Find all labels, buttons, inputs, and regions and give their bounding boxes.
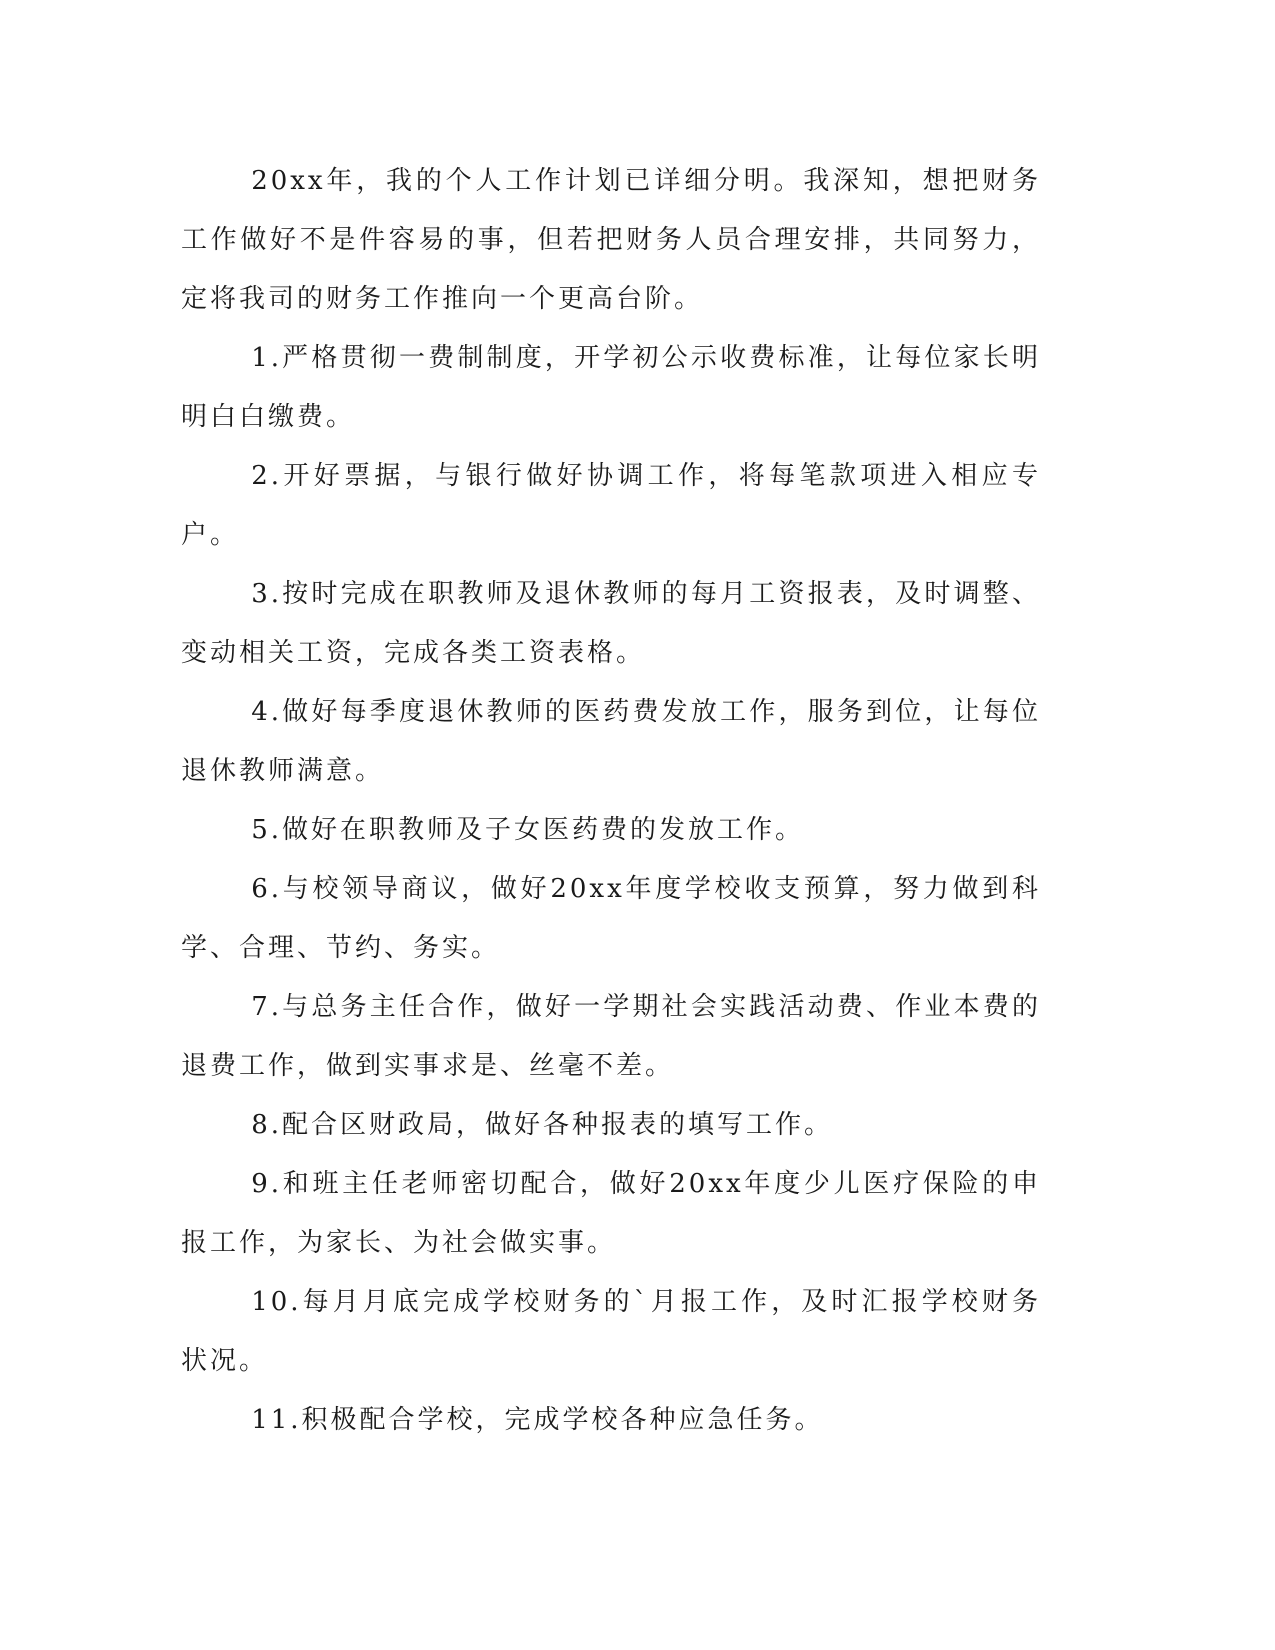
intro-paragraph: 20xx年，我的个人工作计划已详细分明。我深知，想把财务工作做好不是件容易的事，但若把财务人员合理安排，共同努力，定将我司的财务工作推向一个更高台阶。 <box>181 166 1041 314</box>
list-item-1: 1.严格贯彻一费制制度，开学初公示收费标准，让每位家长明明白白缴费。 <box>181 343 1041 432</box>
list-item-3: 3.按时完成在职教师及退休教师的每月工资报表，及时调整、变动相关工资，完成各类工资表格。 <box>181 579 1041 668</box>
list-item-6: 6.与校领导商议，做好20xx年度学校收支预算，努力做到科学、合理、节约、务实。 <box>181 874 1041 963</box>
document-body <box>181 152 1041 1450</box>
list-item-9: 9.和班主任老师密切配合，做好20xx年度少儿医疗保险的申报工作，为家长、为社会做实事。 <box>181 1169 1041 1258</box>
list-item-2: 2.开好票据，与银行做好协调工作，将每笔款项进入相应专户。 <box>181 461 1041 550</box>
list-item-10: 10.每月月底完成学校财务的`月报工作，及时汇报学校财务状况。 <box>181 1287 1041 1376</box>
list-item-5: 5.做好在职教师及子女医药费的发放工作。 <box>251 815 804 845</box>
list-item-7: 7.与总务主任合作，做好一学期社会实践活动费、作业本费的退费工作，做到实事求是、丝毫不差。 <box>181 992 1041 1081</box>
list-item-11: 11.积极配合学校，完成学校各种应急任务。 <box>251 1405 824 1435</box>
list-item-4: 4.做好每季度退休教师的医药费发放工作，服务到位，让每位退休教师满意。 <box>181 697 1041 786</box>
list-item-8: 8.配合区财政局，做好各种报表的填写工作。 <box>251 1110 833 1140</box>
